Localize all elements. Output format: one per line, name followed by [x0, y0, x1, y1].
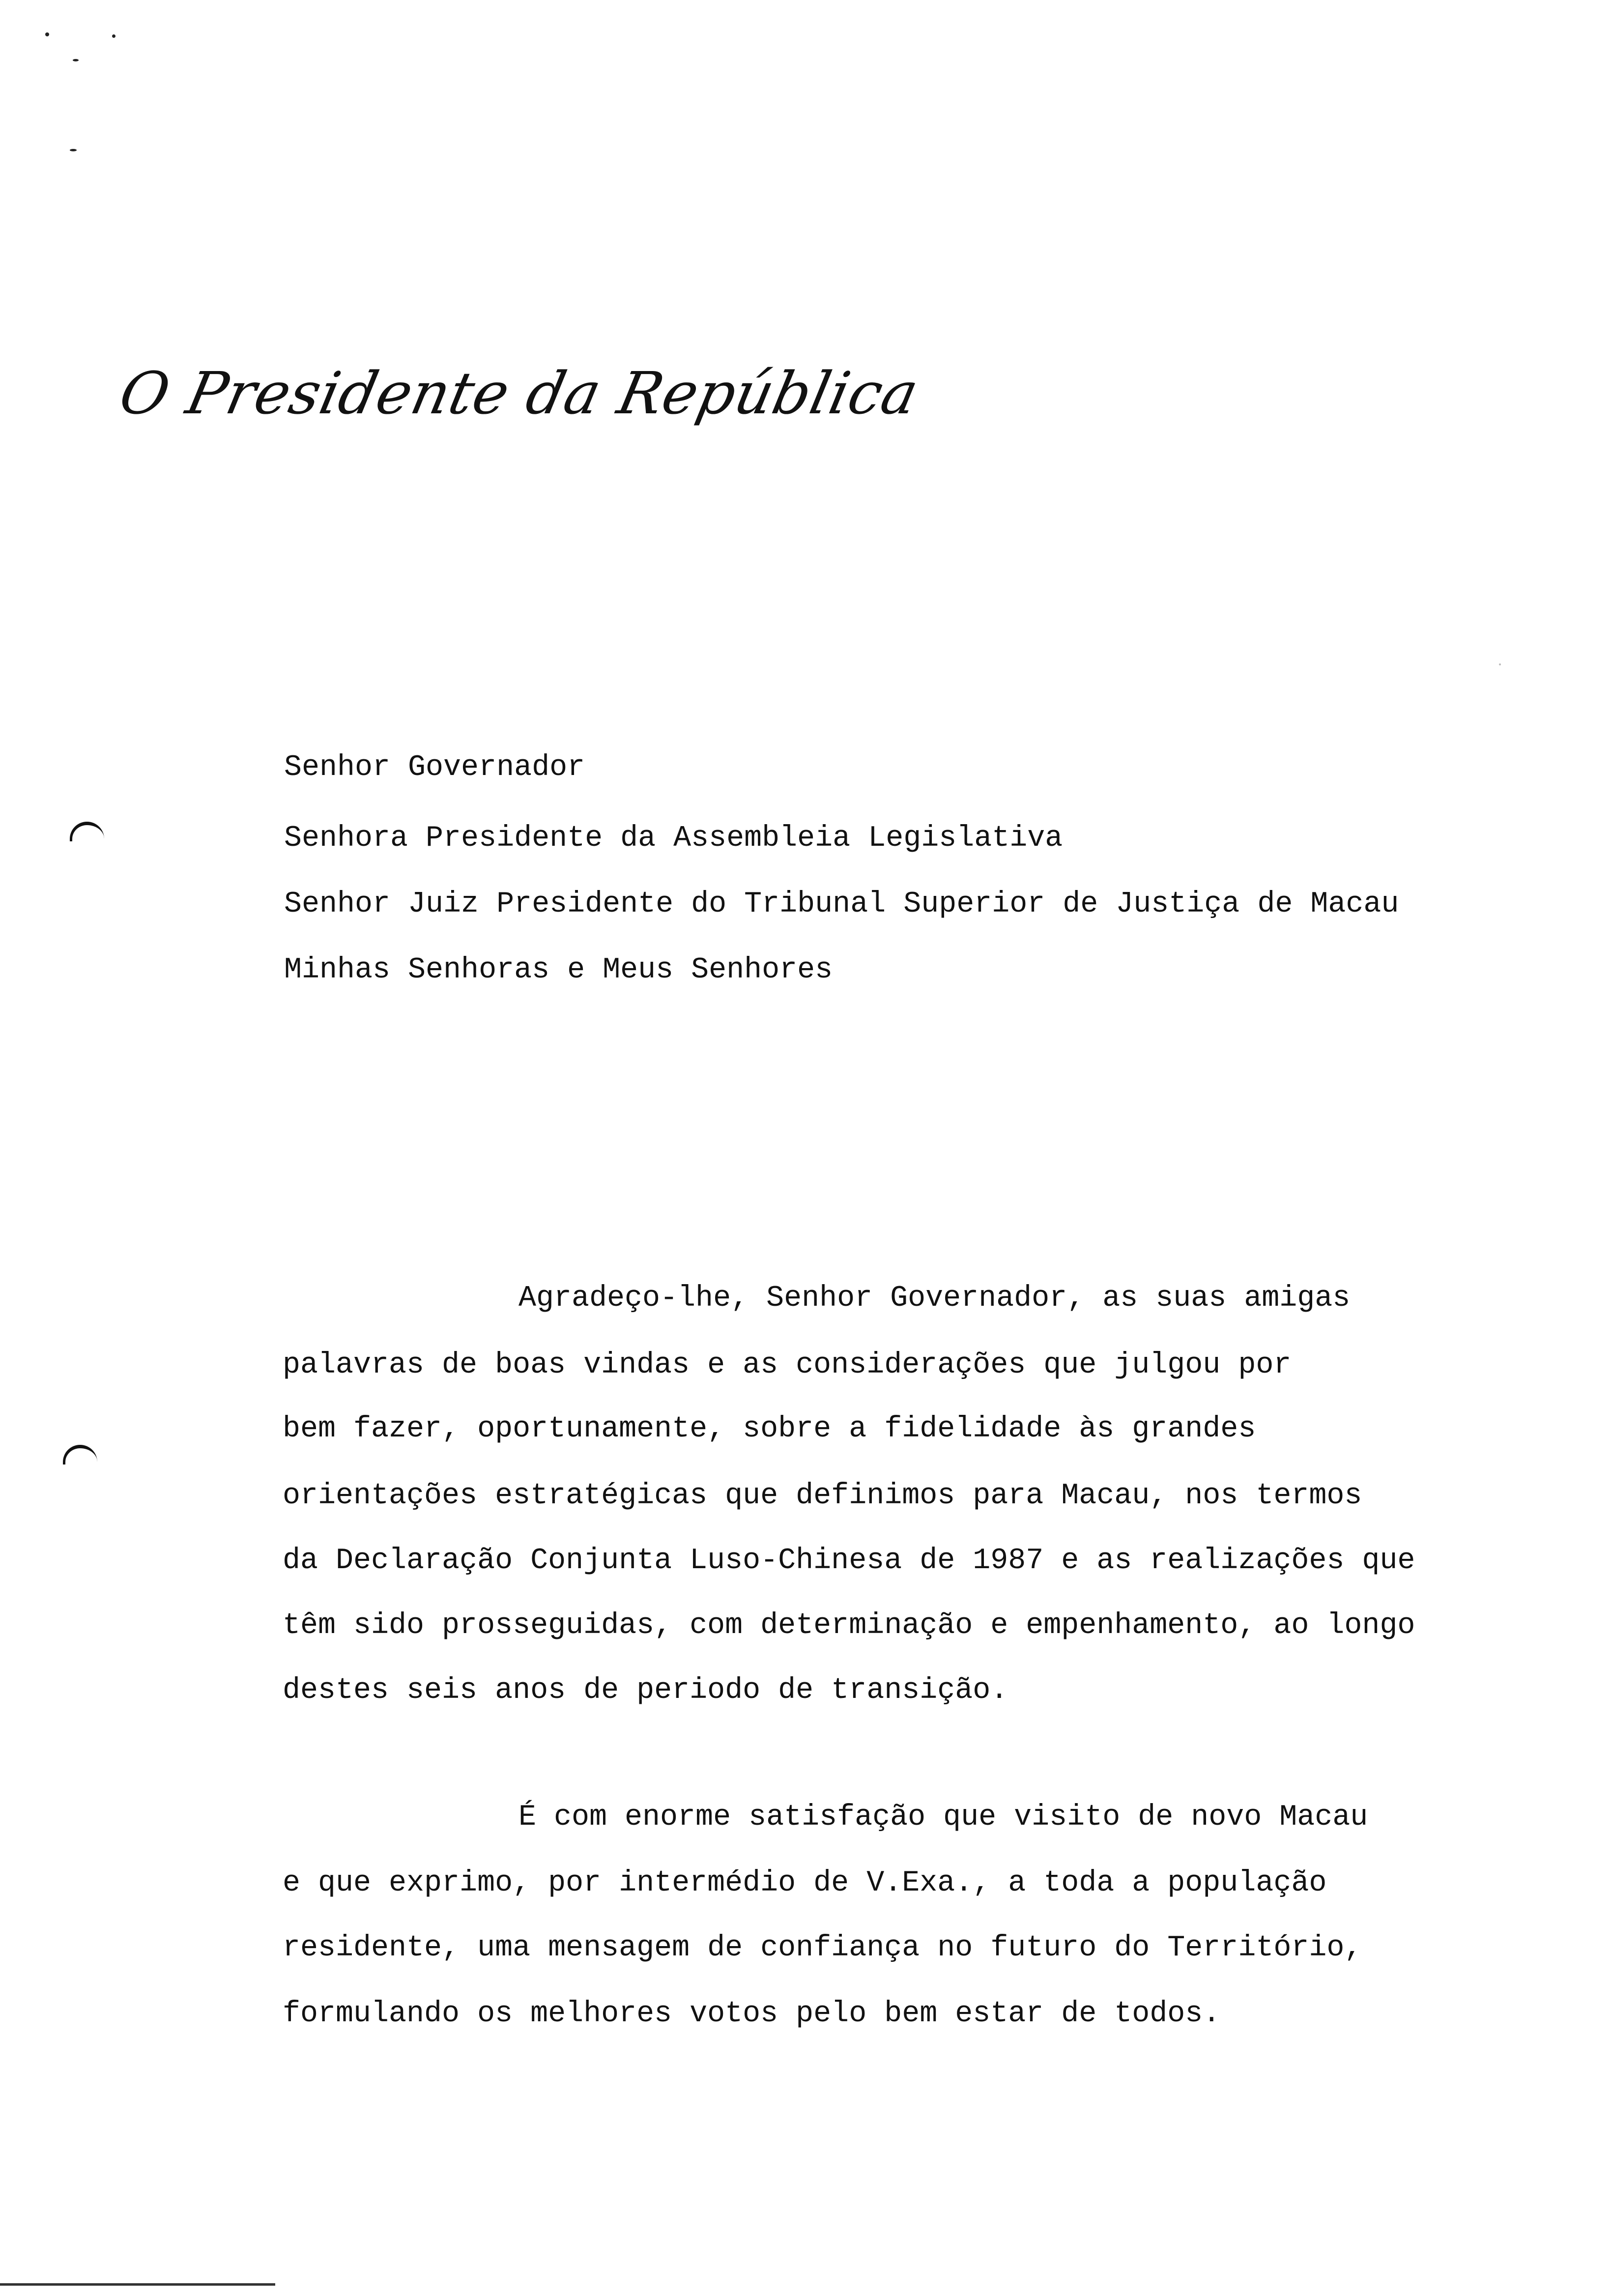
paragraph-line: É com enorme satisfação que visito de novo Macau — [518, 1801, 1368, 1834]
paragraph-line: palavras de boas vindas e as considerações que julgou por — [283, 1349, 1292, 1382]
salutation-line: Senhora Presidente da Assembleia Legislativa — [284, 822, 1063, 855]
paragraph-line: bem fazer, oportunamente, sobre a fidelidade às grandes — [283, 1412, 1256, 1446]
scan-speck — [1499, 663, 1501, 665]
scan-speck — [73, 59, 79, 61]
paragraph-line: da Declaração Conjunta Luso-Chinesa de 1987 e as realizações que — [283, 1544, 1415, 1578]
paragraph-line: residente, uma mensagem de confiança no futuro do Território, — [283, 1931, 1362, 1965]
scan-speck — [45, 32, 49, 36]
salutation-line: Senhor Juiz Presidente do Tribunal Superior de Justiça de Macau — [284, 888, 1399, 921]
scan-edge-line — [0, 2283, 275, 2286]
scan-speck — [70, 149, 77, 151]
paragraph-line: orientações estratégicas que definimos para Macau, nos termos — [283, 1479, 1362, 1513]
paragraph-line: destes seis anos de periodo de transição. — [283, 1674, 1008, 1707]
salutation-line: Senhor Governador — [284, 751, 585, 784]
paragraph-line: Agradeço-lhe, Senhor Governador, as suas amigas — [518, 1282, 1351, 1315]
scan-speck — [112, 34, 115, 38]
margin-mark — [63, 1445, 97, 1464]
margin-mark — [70, 822, 104, 841]
letterhead-title: O Presidente da República — [114, 359, 925, 427]
paragraph-line: e que exprimo, por intermédio de V.Exa., a toda a população — [283, 1866, 1327, 1900]
salutation-line: Minhas Senhoras e Meus Senhores — [284, 953, 833, 987]
paragraph-line: formulando os melhores votos pelo bem estar de todos. — [283, 1997, 1221, 2031]
paragraph-line: têm sido prosseguidas, com determinação e empenhamento, ao longo — [283, 1609, 1415, 1642]
